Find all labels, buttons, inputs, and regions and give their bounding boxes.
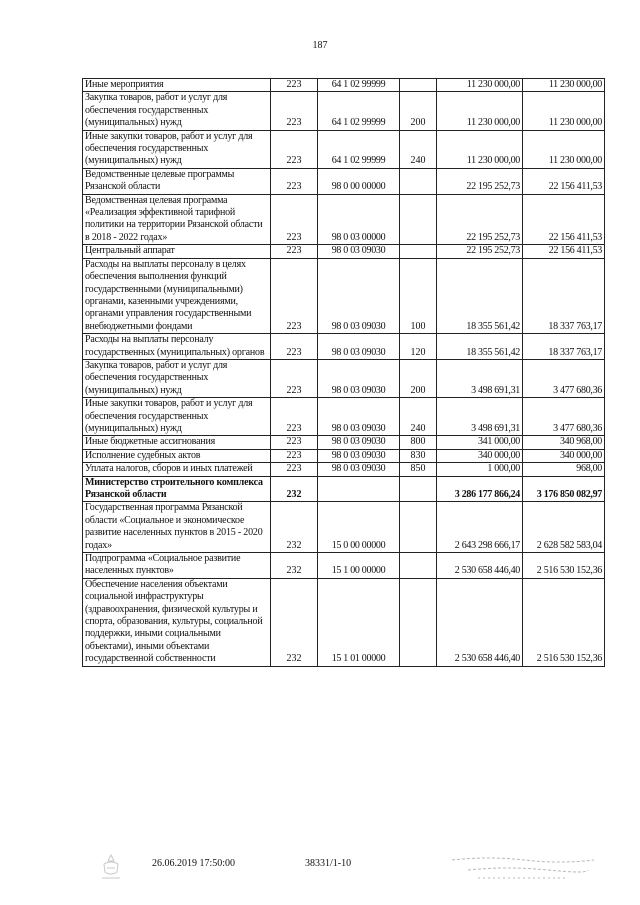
row-amount-first-year: 2 643 298 666,17 [437,502,523,553]
row-amount-first-year: 2 530 658 446,40 [437,578,523,666]
row-target-article: 64 1 02 99999 [318,130,400,168]
row-department-code: 232 [271,553,318,579]
row-department-code: 223 [271,130,318,168]
page-number: 187 [312,40,328,51]
row-amount-second-year: 3 477 680,36 [523,398,605,436]
budget-table [82,78,605,667]
row-department-code: 223 [271,334,318,360]
row-amount-second-year: 340 000,00 [523,449,605,462]
table-row [83,502,605,553]
table-row [83,449,605,462]
table-row [83,398,605,436]
row-target-article: 98 0 00 00000 [318,168,400,194]
row-name: Расходы на выплаты персоналу государственных (муниципальных) органов [83,334,271,360]
row-target-article: 98 0 03 09030 [318,334,400,360]
row-department-code: 223 [271,436,318,449]
row-target-article: 64 1 02 99999 [318,79,400,92]
row-expense-type: 850 [400,463,437,476]
row-amount-first-year: 3 498 691,31 [437,398,523,436]
footer-date: 26.06.2019 17:50:00 [152,858,236,869]
table-row [83,258,605,333]
row-department-code: 223 [271,463,318,476]
row-department-code: 223 [271,92,318,130]
row-name: Подпрограмма «Социальное развитие населенных пунктов» [83,553,271,579]
table-row [83,334,605,360]
row-amount-first-year: 341 000,00 [437,436,523,449]
table-row [83,194,605,245]
row-amount-first-year: 22 195 252,73 [437,168,523,194]
row-amount-second-year: 11 230 000,00 [523,130,605,168]
row-amount-second-year: 2 628 582 583,04 [523,502,605,553]
row-expense-type: 200 [400,359,437,397]
registration-stamp-icon [98,852,124,882]
row-amount-second-year: 22 156 411,53 [523,168,605,194]
row-target-article: 98 0 03 09030 [318,449,400,462]
table-row [83,578,605,666]
row-amount-second-year: 968,00 [523,463,605,476]
row-amount-second-year: 18 337 763,17 [523,334,605,360]
row-expense-type: 800 [400,436,437,449]
row-department-code: 223 [271,168,318,194]
row-expense-type [400,245,437,258]
table-row [83,476,605,502]
row-department-code: 223 [271,245,318,258]
row-amount-second-year: 11 230 000,00 [523,79,605,92]
row-department-code: 223 [271,194,318,245]
table-row [83,92,605,130]
row-expense-type [400,79,437,92]
row-target-article: 98 0 03 09030 [318,258,400,333]
row-department-code: 223 [271,79,318,92]
table-row [83,79,605,92]
row-amount-second-year: 3 176 850 082,97 [523,476,605,502]
office-stamp-icon [448,852,598,882]
row-department-code: 223 [271,359,318,397]
row-expense-type [400,578,437,666]
row-expense-type: 240 [400,130,437,168]
row-target-article: 98 0 03 00000 [318,194,400,245]
row-name: Ведомственные целевые программы Рязанской области [83,168,271,194]
row-expense-type [400,553,437,579]
row-name: Расходы на выплаты персоналу в целях обеспечения выполнения функций государственными (муниципальными) органами, казенными учреждениями, органами управления государственными внебюджетными фондами [83,258,271,333]
table-row [83,436,605,449]
row-expense-type [400,168,437,194]
row-name: Министерство строительного комплекса Рязанской области [83,476,271,502]
row-target-article [318,476,400,502]
row-amount-first-year: 1 000,00 [437,463,523,476]
row-amount-second-year: 22 156 411,53 [523,194,605,245]
row-department-code: 232 [271,476,318,502]
row-expense-type: 100 [400,258,437,333]
row-amount-first-year: 11 230 000,00 [437,79,523,92]
table-row [83,359,605,397]
row-amount-first-year: 2 530 658 446,40 [437,553,523,579]
row-expense-type: 830 [400,449,437,462]
row-name: Иные бюджетные ассигнования [83,436,271,449]
row-amount-first-year: 11 230 000,00 [437,130,523,168]
row-target-article: 98 0 03 09030 [318,359,400,397]
row-department-code: 232 [271,578,318,666]
row-amount-first-year: 3 286 177 866,24 [437,476,523,502]
footer-document-number: 38331/1-10 [305,858,352,869]
row-target-article: 15 0 00 00000 [318,502,400,553]
row-expense-type [400,194,437,245]
row-amount-first-year: 11 230 000,00 [437,92,523,130]
row-target-article: 98 0 03 09030 [318,436,400,449]
row-name: Государственная программа Рязанской области «Социальное и экономическое развитие населенных пунктов в 2015 - 2020 годах» [83,502,271,553]
row-department-code: 223 [271,398,318,436]
row-department-code: 223 [271,258,318,333]
row-amount-second-year: 340 968,00 [523,436,605,449]
row-name: Ведомственная целевая программа «Реализация эффективной тарифной политики на территории Рязанской области в 2018 - 2022 годах» [83,194,271,245]
row-amount-first-year: 340 000,00 [437,449,523,462]
row-target-article: 98 0 03 09030 [318,245,400,258]
row-expense-type [400,476,437,502]
row-amount-second-year: 11 230 000,00 [523,92,605,130]
table-row [83,168,605,194]
row-expense-type [400,502,437,553]
row-target-article: 15 1 01 00000 [318,578,400,666]
row-department-code: 223 [271,449,318,462]
table-row [83,130,605,168]
page-footer [0,858,640,888]
row-amount-second-year: 18 337 763,17 [523,258,605,333]
row-amount-second-year: 3 477 680,36 [523,359,605,397]
table-row [83,553,605,579]
table-row [83,463,605,476]
row-target-article: 64 1 02 99999 [318,92,400,130]
row-amount-first-year: 18 355 561,42 [437,334,523,360]
row-expense-type: 240 [400,398,437,436]
row-amount-second-year: 22 156 411,53 [523,245,605,258]
row-name: Закупка товаров, работ и услуг для обеспечения государственных (муниципальных) нужд [83,92,271,130]
row-name: Закупка товаров, работ и услуг для обеспечения государственных (муниципальных) нужд [83,359,271,397]
row-name: Центральный аппарат [83,245,271,258]
row-amount-second-year: 2 516 530 152,36 [523,553,605,579]
row-amount-first-year: 3 498 691,31 [437,359,523,397]
row-name: Обеспечение населения объектами социальной инфраструктуры (здравоохранения, физической культуры и спорта, образования, культуры, социальной поддержки, иными социальными объектами), иными объектами государственной собственности [83,578,271,666]
table-body [83,79,605,667]
row-name: Уплата налогов, сборов и иных платежей [83,463,271,476]
row-expense-type: 120 [400,334,437,360]
row-amount-first-year: 18 355 561,42 [437,258,523,333]
row-name: Иные закупки товаров, работ и услуг для обеспечения государственных (муниципальных) нужд [83,398,271,436]
row-amount-first-year: 22 195 252,73 [437,245,523,258]
row-expense-type: 200 [400,92,437,130]
row-target-article: 98 0 03 09030 [318,398,400,436]
row-amount-second-year: 2 516 530 152,36 [523,578,605,666]
row-target-article: 98 0 03 09030 [318,463,400,476]
row-name: Иные закупки товаров, работ и услуг для обеспечения государственных (муниципальных) нужд [83,130,271,168]
row-amount-first-year: 22 195 252,73 [437,194,523,245]
row-name: Иные мероприятия [83,79,271,92]
row-name: Исполнение судебных актов [83,449,271,462]
row-target-article: 15 1 00 00000 [318,553,400,579]
row-department-code: 232 [271,502,318,553]
table-row [83,245,605,258]
